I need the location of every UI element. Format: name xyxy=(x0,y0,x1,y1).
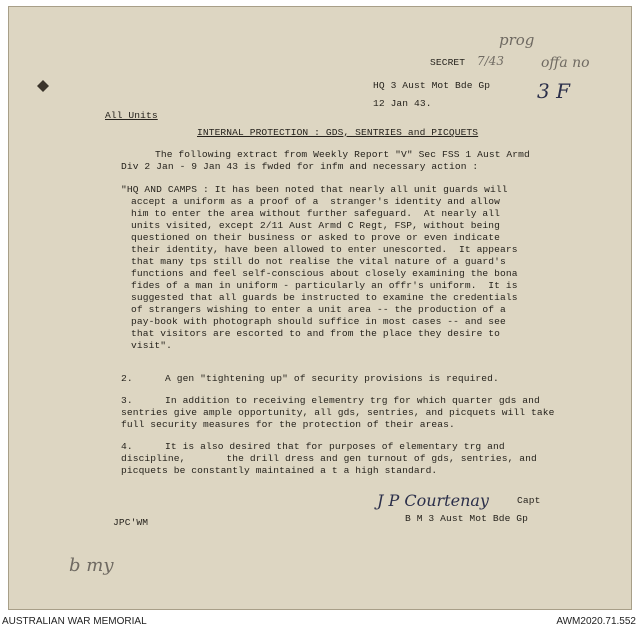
hq-line: HQ 3 Aust Mot Bde Gp xyxy=(373,80,491,91)
quote-line: him to enter the area without further safeguard. At nearly all xyxy=(131,208,501,219)
quote-line: fides of a man in uniform - particularly an offr's uniform. It is xyxy=(131,280,518,291)
intro-line-1: The following extract from Weekly Report "V" Sec FSS 1 Aust Armd xyxy=(155,149,530,160)
para-4-line: It is also desired that for purposes of elementary trg and xyxy=(165,441,505,452)
para-4-line: picquets be constantly maintained a t a high standard. xyxy=(121,465,438,476)
quote-line: their identity, have been allowed to enter unescorted. It appears xyxy=(131,244,518,255)
intro-line-2: Div 2 Jan - 9 Jan 43 is fwded for infm and necessary action : xyxy=(121,161,479,172)
para-4-line: discipline, the drill dress and gen turnout of gds, sentries, and xyxy=(121,453,537,464)
address-line: All Units xyxy=(105,110,158,121)
quote-line: visit". xyxy=(131,340,173,351)
quote-line: units visited, except 2/11 Aust Armd C Regt, FSP, without being xyxy=(131,220,501,231)
reference-initials: JPC'WM xyxy=(113,517,149,528)
quote-line: that visitors are escorted to and from the place they desire to xyxy=(131,328,501,339)
quote-line: pay-book with photograph should suffice in most cases -- and see xyxy=(131,316,506,327)
para-3-line: full security measures for the protection of their areas. xyxy=(121,419,455,430)
signature-title: B M 3 Aust Mot Bde Gp xyxy=(405,513,529,524)
pin-hole-icon xyxy=(34,77,52,95)
para-3-line: In addition to receiving elementry trg for which quarter gds and xyxy=(165,395,540,406)
quote-line: questioned on their business or asked to prove or even indicate xyxy=(131,232,501,243)
quote-line: accept a uniform as a proof of a stranger's identity and allow xyxy=(131,196,501,207)
quote-line: "HQ AND CAMPS : It has been noted that nearly all unit guards will xyxy=(121,184,508,195)
pencil-note-bottom: b my xyxy=(69,555,114,576)
signature: J P Courtenay xyxy=(377,491,489,510)
para-2-number: 2. xyxy=(121,373,133,384)
document-page xyxy=(8,6,632,610)
pencil-note-top-2: offa no xyxy=(541,55,590,71)
footer-institution: AUSTRALIAN WAR MEMORIAL xyxy=(2,616,147,627)
secret-label: SECRET xyxy=(430,57,466,68)
quote-line: that many tps still do not realise the vital nature of a guard's xyxy=(131,256,506,267)
para-4-number: 4. xyxy=(121,441,133,452)
footer-accession: AWM2020.71.552 xyxy=(556,616,636,627)
archive-footer xyxy=(0,613,640,631)
secret-ref: 7/43 xyxy=(477,54,504,68)
quote-line: suggested that all guards be instructed to examine the credentials xyxy=(131,292,518,303)
pencil-note-top: prog xyxy=(499,31,535,49)
signature-rank: Capt xyxy=(517,495,541,506)
date-line: 12 Jan 43. xyxy=(373,98,432,109)
subject-line: INTERNAL PROTECTION : GDS, SENTRIES and PICQUETS xyxy=(197,127,479,138)
quote-line: of strangers wishing to enter a unit area -- the production of a xyxy=(131,304,506,315)
quote-line: functions and feel self-conscious about closely examining the bona xyxy=(131,268,518,279)
file-mark: 3 F xyxy=(537,79,570,103)
para-3-number: 3. xyxy=(121,395,133,406)
para-3-line: sentries give ample opportunity, all gds, sentries, and picquets will take xyxy=(121,407,555,418)
para-2-text: A gen "tightening up" of security provisions is required. xyxy=(165,373,499,384)
